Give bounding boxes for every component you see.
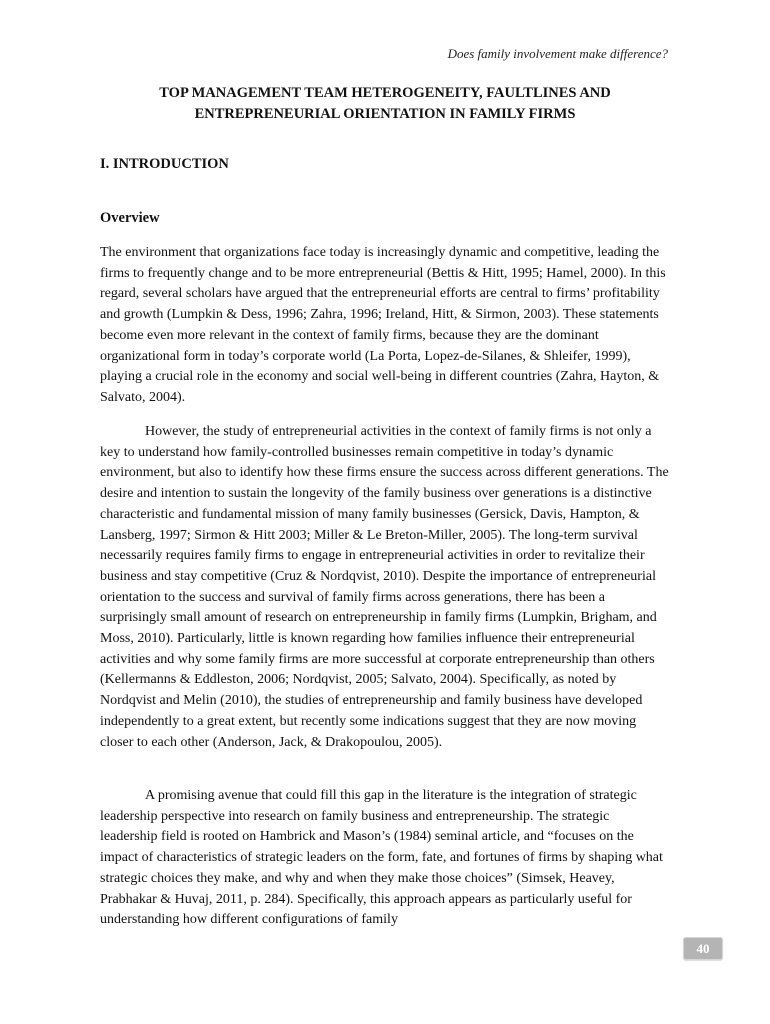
- paragraph-1: The environment that organizations face today is increasingly dynamic and competitive, leading the firms to frequently change and to be more entrepreneurial (Bettis & Hitt, 1995; Hamel, 2000). In this regard, several scholars have argued that the entrepreneurial efforts are central to firms’ profitability and growth (Lumpkin & Dess, 1996; Zahra, 1996; Ireland, Hitt, & Sirmon, 2003). These statements become even more relevant in the context of family firms, because they are the dominant organizational form in today’s corporate world (La Porta, Lopez-de-Silanes, & Shleifer, 1999), playing a crucial role in the economy and social well-being in different countries (Zahra, Hayton, & Salvato, 2004).: [100, 245, 666, 405]
- paragraph-2: However, the study of entrepreneurial activities in the context of family firms is not only a key to understand how family-controlled businesses remain competitive in today’s dynamic environment, but also to identify how these firms ensure the success across different generations. The desire and intention to sustain the longevity of the family business over generations is a distinctive characteristic and fundamental mission of many family businesses (Gersick, Davis, Hampton, & Lansberg, 1997; Sirmon & Hitt 2003; Miller & Le Breton-Miller, 2005). The long-term survival necessarily requires family firms to engage in entrepreneurial activities in order to revitalize their business and stay competitive (Cruz & Nordqvist, 2010). Despite the importance of entrepreneurial orientation to the success and survival of family firms across generations, there has been a surprisingly small amount of research on entrepreneurship in family firms (Lumpkin, Brigham, and Moss, 2010). Particularly, little is known regarding how families influence their entrepreneurial activities and why some family firms are more successful at corporate entrepreneurship than others (Kellermanns & Eddleston, 2006; Nordqvist, 2005; Salvato, 2004). Specifically, as noted by Nordqvist and Melin (2010), the studies of entrepreneurship and family business have developed independently to a great extent, but recently some indications suggest that they are now moving closer to each other (Anderson, Jack, & Drakopoulou, 2005).: [100, 424, 669, 750]
- page-number: 40: [696, 940, 710, 956]
- paper-title: [100, 83, 670, 125]
- paper-title-line-2: ENTREPRENEURIAL ORIENTATION IN FAMILY FIRMS: [194, 106, 576, 122]
- section-heading: I. INTRODUCTION: [100, 156, 229, 172]
- subsection-heading: Overview: [100, 210, 160, 226]
- page-number-badge: [683, 937, 723, 960]
- paper-title-line-1: TOP MANAGEMENT TEAM HETEROGENEITY, FAULTLINES AND: [159, 85, 611, 101]
- running-header: Does family involvement make difference?: [447, 46, 668, 61]
- paragraph-3: A promising avenue that could fill this gap in the literature is the integration of strategic leadership perspective into research on family business and entrepreneurship. The strategic leadership field is rooted on Hambrick and Mason’s (1984) seminal article, and “focuses on the impact of characteristics of strategic leaders on the form, fate, and fortunes of firms by shaping what strategic choices they make, and why and when they make those choices” (Simsek, Heavey, Prabhakar & Huvaj, 2011, p. 284). Specifically, this approach appears as particularly useful for understanding how different configurations of family: [100, 788, 663, 928]
